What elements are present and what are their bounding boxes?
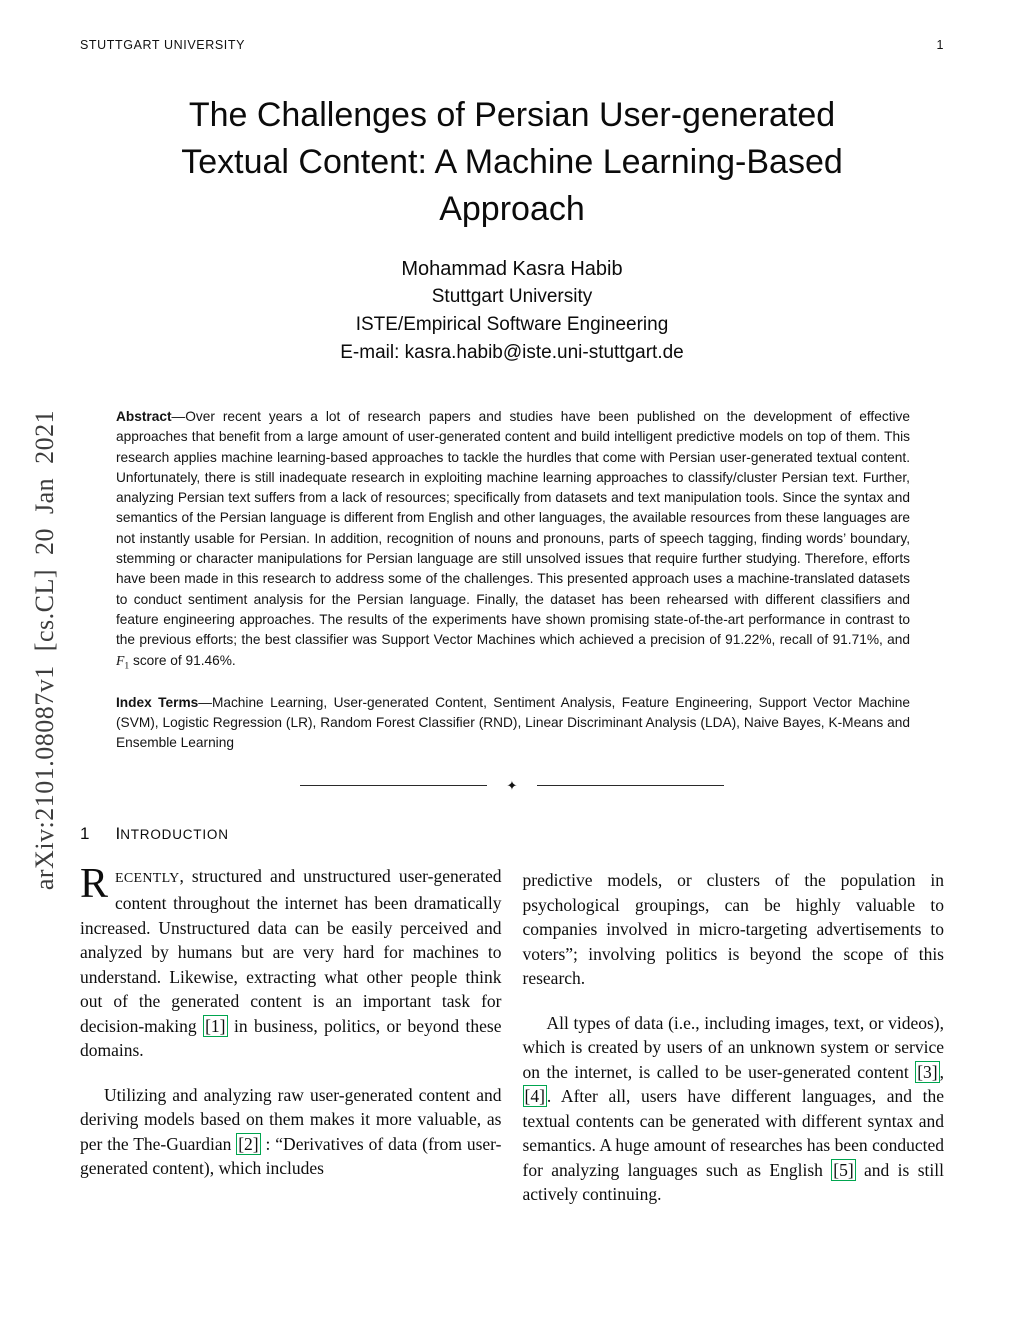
intro-paragraph-3: predictive models, or clusters of the population in psychological groupings, can be highly valuable to companies involved in micro-targeting advertisements to voters”; involving politics is beyond the scope of this research. (522, 870, 944, 989)
section-number: 1 (80, 824, 90, 844)
index-terms-text: —Machine Learning, User-generated Content, Sentiment Analysis, Feature Engineering, Support Vector Machine (SVM), Logistic Regression (LR), Random Forest Classifier (RND), Linear Discriminant Analysis (LDA), Naive Bayes, K-Means and Ensemble Learning (116, 694, 910, 751)
page-number: 1 (936, 38, 944, 52)
title-line-2: Textual Content: A Machine Learning-Based (181, 143, 843, 181)
divider-line-left (300, 785, 487, 786)
section-heading-introduction (80, 822, 502, 848)
running-header (80, 38, 944, 52)
paragraph-text: , (939, 1061, 944, 1082)
column-left (80, 822, 502, 1207)
author-email: E-mail: kasra.habib@iste.uni-stuttgart.de (340, 342, 684, 363)
abstract-section (116, 407, 910, 677)
paragraph-text: Utilizing and analyzing raw user-generated content and deriving models based on them makes it more valuable, as per the The-Guardian (80, 1084, 502, 1154)
abstract-text-a: —Over recent years a lot of research papers and studies have been published on the development of effective approaches that benefit from a large amount of user-generated content and build intelligent predictive models on top of them. This research applies machine learning-based approaches to tackle the hurdles that come with Persian user-generated textual content. Unfortunately, there is still inadequate research in exploiting machine learning approaches to classify/cluster Persian text. Further, analyzing Persian text suffers from a lack of resources; specifically from datasets and text manipulation tools. Since the syntax and semantics of the Persian language is different from English and other languages, the available resources from these languages are not instantly usable for Persian. In addition, recognition of nouns and pronouns, parts of speech tagging, finding words’ boundary, stemming or character manipulations for Persian language are still unsolved issues that require further studying. Therefore, efforts have been made in this research to address some of the challenges. This presented approach uses a machine-translated datasets to conduct sentiment analysis for the Persian language. Finally, the dataset has been rehearsed with different classifiers and feature engineering approaches. The results of the experiments have shown promising state-of-the-art performance in contrast to the previous efforts; the best classifier was Support Vector Machines which achieved a precision of 91.22%, recall of 91.71%, and (116, 409, 910, 648)
section-title-rest: NTRODUCTION (120, 827, 229, 843)
intro-paragraph-2 (80, 1083, 502, 1181)
citation-link-4[interactable]: [4] (524, 1086, 545, 1107)
section-divider (300, 779, 724, 792)
divider-line-right (537, 785, 724, 786)
index-terms-section (116, 693, 910, 754)
body-columns (80, 822, 944, 1207)
drop-cap: R (80, 860, 109, 907)
index-terms-paragraph (116, 693, 910, 754)
abstract-label: Abstract (116, 409, 172, 424)
f1-score-symbol: $F_1$ (116, 652, 130, 672)
author-name: Mohammad Kasra Habib (401, 258, 623, 280)
paragraph-text: and is still actively continuing. (522, 1159, 944, 1205)
paragraph-text: All types of data (i.e., including images, text, or videos), which is created by users of an unknown system or service on the internet, is called to be user-generated content (522, 1012, 944, 1082)
abstract-text-b: score of 91.46%. (129, 652, 236, 668)
citation-link-5[interactable]: [5] (833, 1159, 854, 1180)
title-line-3: Approach (439, 190, 585, 228)
paragraph-text: : “Derivatives of data (from user-generated content), which includes (80, 1133, 502, 1179)
abstract-paragraph (116, 407, 910, 677)
author-affiliation: Stuttgart University (431, 286, 593, 307)
paragraph-text: in business, politics, or beyond these domains. (80, 1015, 502, 1061)
lead-small-caps: ECENTLY (115, 870, 180, 886)
title-line-1: The Challenges of Persian User-generated (188, 96, 836, 134)
author-department: ISTE/Empirical Software Engineering (355, 314, 669, 335)
index-terms-label: Index Terms (116, 694, 199, 710)
citation-link-1[interactable]: [1] (205, 1015, 226, 1036)
citation-link-3[interactable]: [3] (917, 1061, 938, 1082)
section-title-lead: I (115, 824, 121, 844)
divider-diamond-icon: ✦ (506, 778, 518, 794)
paper-title (80, 92, 944, 233)
intro-paragraph-1 (80, 860, 502, 1063)
author-block (80, 255, 944, 367)
paragraph-text: . After all, users have different languages, and the textual contents can be generated with different syntax and semantics. A huge amount of researches has been conducted for analyzing languages such as English (522, 1086, 944, 1180)
citation-link-2[interactable]: [2] (238, 1133, 259, 1154)
arxiv-stamp: arXiv:2101.08087v1 [cs.CL] 20 Jan 2021 (30, 409, 59, 891)
paragraph-text: , structured and unstructured user-generated content throughout the internet has been dramatically increased. Unstructured data can be easily perceived and analyzed by humans but are very hard for machines to understand. Likewise, extracting what other people think out of the generated content is an important task for decision-making (80, 865, 502, 1036)
column-right (523, 822, 945, 1207)
intro-paragraph-4 (523, 1011, 945, 1207)
running-header-title: STUTTGART UNIVERSITY (80, 38, 246, 52)
